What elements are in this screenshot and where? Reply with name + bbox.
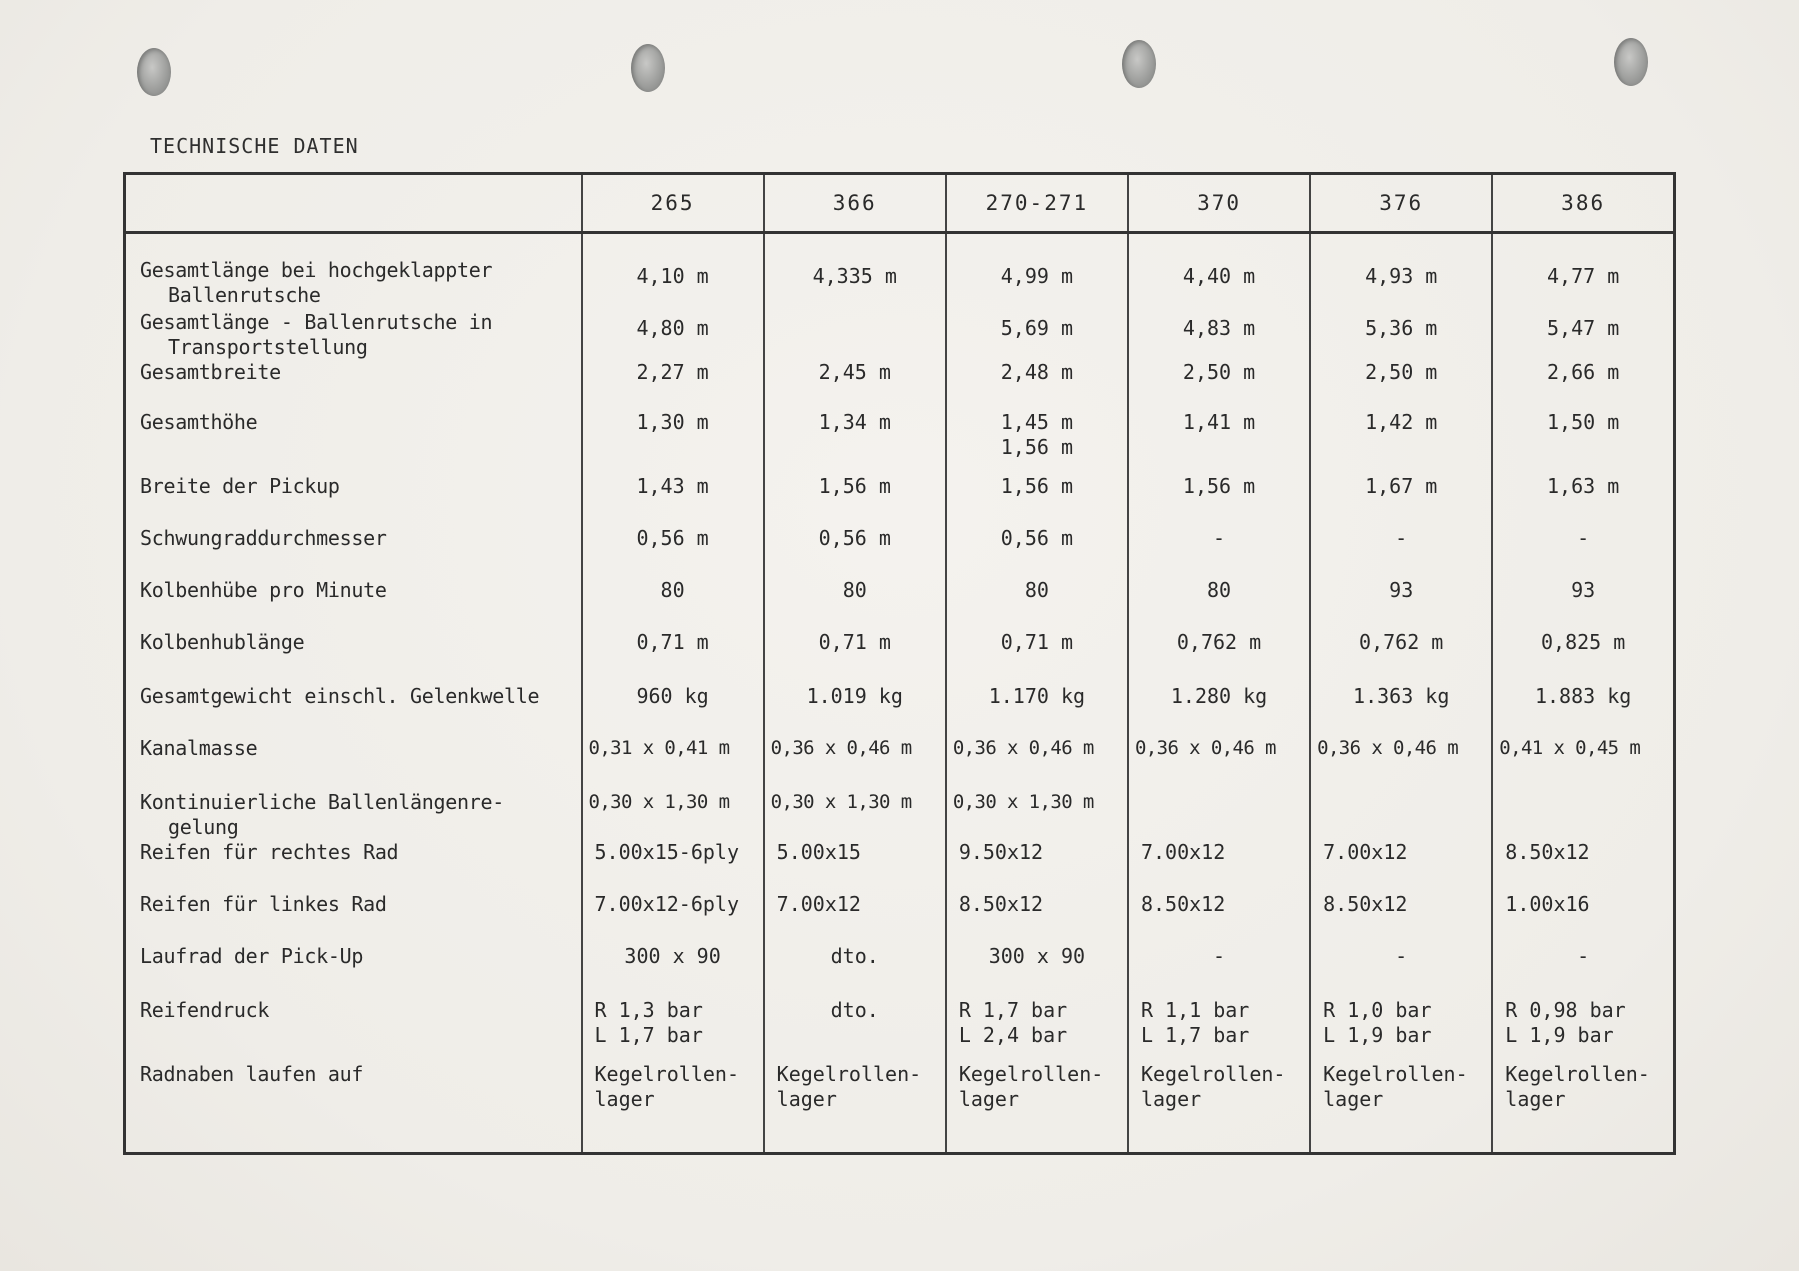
value-cell: Kegelrollen- bbox=[1140, 1062, 1286, 1086]
value-cell: 1,63 m bbox=[1547, 474, 1620, 498]
value-cell: 1,56 m bbox=[1000, 435, 1074, 459]
value-cell: 1.170 kg bbox=[988, 684, 1086, 708]
value-cell: 80 bbox=[1024, 578, 1049, 602]
value-cell: 1,50 m bbox=[1547, 410, 1620, 434]
value-cell: - bbox=[1577, 944, 1590, 968]
value-cell: 93 bbox=[1389, 578, 1414, 602]
value-cell: 4,83 m bbox=[1182, 316, 1256, 340]
value-cell: 1,67 m bbox=[1365, 474, 1438, 498]
row-label: Gesamtbreite bbox=[140, 360, 281, 384]
value-cell: - bbox=[1213, 944, 1226, 968]
value-cell: 0,30 x 1,30 m bbox=[770, 791, 912, 813]
row-label: Kanalmasse bbox=[140, 736, 258, 760]
value-cell: 0,41 x 0,45 m bbox=[1499, 737, 1641, 759]
value-cell: 8.50x12 bbox=[1140, 892, 1226, 916]
value-cell: 0,36 x 0,46 m bbox=[952, 737, 1094, 759]
row-label: gelung bbox=[168, 815, 239, 839]
model-header: 386 bbox=[1492, 174, 1674, 233]
value-cell: dto. bbox=[830, 998, 879, 1022]
value-cell: R 1,7 bar bbox=[958, 998, 1068, 1022]
value-cell: 80 bbox=[660, 578, 685, 602]
value-cell: 1.363 kg bbox=[1353, 684, 1450, 708]
row-label: Schwungraddurchmesser bbox=[140, 526, 387, 550]
row-label: Breite der Pickup bbox=[140, 474, 340, 498]
value-cell: 0,36 x 0,46 m bbox=[1134, 737, 1276, 759]
model-column bbox=[1310, 233, 1492, 1154]
value-cell: 0,71 m bbox=[636, 630, 709, 654]
row-label: Radnaben laufen auf bbox=[140, 1062, 364, 1086]
technical-data-table bbox=[123, 172, 1676, 1155]
value-cell: Kegelrollen- bbox=[1323, 1062, 1468, 1086]
value-cell: 4,77 m bbox=[1547, 264, 1620, 288]
value-cell: 0,56 m bbox=[818, 526, 891, 550]
value-cell: 5,69 m bbox=[1000, 316, 1074, 340]
value-cell: L 1,7 bar bbox=[594, 1023, 703, 1047]
value-cell: 5,36 m bbox=[1365, 316, 1438, 340]
value-cell: 0,825 m bbox=[1540, 630, 1626, 654]
row-label: Gesamtlänge bei hochgeklappter bbox=[140, 258, 493, 282]
row-label: Transportstellung bbox=[168, 335, 368, 359]
value-cell: 4,10 m bbox=[636, 264, 709, 288]
value-cell: 2,50 m bbox=[1182, 360, 1256, 384]
value-cell: L 1,7 bar bbox=[1140, 1023, 1250, 1047]
value-cell: 1,34 m bbox=[818, 410, 891, 434]
value-cell: L 1,9 bar bbox=[1323, 1023, 1432, 1047]
value-cell: 960 kg bbox=[636, 684, 709, 708]
value-cell: 1,43 m bbox=[636, 474, 709, 498]
value-cell: 0,71 m bbox=[818, 630, 891, 654]
row-label: Kontinuierliche Ballenlängenre- bbox=[140, 790, 504, 814]
model-column bbox=[1128, 233, 1310, 1154]
value-cell: R 1,0 bar bbox=[1323, 998, 1432, 1022]
value-cell: 93 bbox=[1571, 578, 1596, 602]
value-cell: dto. bbox=[830, 944, 879, 968]
row-label: Reifen für rechtes Rad bbox=[140, 840, 399, 864]
document-title: TECHNISCHE DATEN bbox=[150, 134, 359, 158]
value-cell: lager bbox=[594, 1087, 655, 1111]
value-cell: - bbox=[1577, 526, 1590, 550]
value-cell: 0,762 m bbox=[1359, 630, 1444, 654]
value-cell: 4,40 m bbox=[1182, 264, 1256, 288]
model-header: 376 bbox=[1310, 174, 1492, 233]
value-cell: lager bbox=[1505, 1087, 1566, 1111]
value-cell: 0,36 x 0,46 m bbox=[770, 737, 912, 759]
value-cell: 80 bbox=[842, 578, 867, 602]
row-label: Laufrad der Pick-Up bbox=[140, 944, 364, 968]
model-column bbox=[764, 233, 946, 1154]
value-cell: Kegelrollen- bbox=[594, 1062, 739, 1086]
value-cell: 1,30 m bbox=[636, 410, 709, 434]
value-cell: R 1,3 bar bbox=[594, 998, 703, 1022]
table-body-row bbox=[125, 233, 1675, 1154]
value-cell: 4,335 m bbox=[812, 264, 897, 288]
table-header-row bbox=[125, 174, 1675, 233]
model-header: 366 bbox=[764, 174, 946, 233]
model-header: 265 bbox=[582, 174, 764, 233]
model-column bbox=[582, 233, 764, 1154]
value-cell: - bbox=[1395, 526, 1408, 550]
value-cell: 1,56 m bbox=[1182, 474, 1256, 498]
value-cell: L 1,9 bar bbox=[1505, 1023, 1614, 1047]
row-label: Reifendruck bbox=[140, 998, 270, 1022]
row-label: Gesamtgewicht einschl. Gelenkwelle bbox=[140, 684, 540, 708]
value-cell: 0,30 x 1,30 m bbox=[952, 791, 1094, 813]
value-cell: 1.883 kg bbox=[1534, 684, 1632, 708]
value-cell: 5,47 m bbox=[1547, 316, 1620, 340]
value-cell: 300 x 90 bbox=[624, 944, 721, 968]
punch-hole bbox=[631, 44, 665, 92]
value-cell: 1,42 m bbox=[1365, 410, 1438, 434]
value-cell: 0,56 m bbox=[1000, 526, 1074, 550]
value-cell: 7.00x12 bbox=[776, 892, 861, 916]
value-cell: 300 x 90 bbox=[988, 944, 1086, 968]
value-cell: 5.00x15 bbox=[776, 840, 861, 864]
value-cell: R 1,1 bar bbox=[1140, 998, 1250, 1022]
value-cell: 2,45 m bbox=[818, 360, 891, 384]
punch-hole bbox=[1614, 38, 1648, 86]
punch-hole bbox=[137, 48, 171, 96]
row-label: Kolbenhublänge bbox=[140, 630, 305, 654]
value-cell: 0,31 x 0,41 m bbox=[588, 737, 730, 759]
model-header: 370 bbox=[1128, 174, 1310, 233]
value-cell: 1,41 m bbox=[1182, 410, 1256, 434]
value-cell: 7.00x12-6ply bbox=[594, 892, 739, 916]
value-cell: 1,56 m bbox=[818, 474, 891, 498]
model-column bbox=[1492, 233, 1674, 1154]
row-label: Ballenrutsche bbox=[168, 283, 321, 307]
value-cell: Kegelrollen- bbox=[776, 1062, 922, 1086]
value-cell: 0,71 m bbox=[1000, 630, 1074, 654]
model-header: 270-271 bbox=[946, 174, 1128, 233]
value-cell: 1,45 m bbox=[1000, 410, 1074, 434]
value-cell: 8.50x12 bbox=[1505, 840, 1590, 864]
value-cell: 1.00x16 bbox=[1505, 892, 1590, 916]
value-cell: 5.00x15-6ply bbox=[594, 840, 739, 864]
value-cell: 7.00x12 bbox=[1323, 840, 1408, 864]
value-cell: Kegelrollen- bbox=[958, 1062, 1104, 1086]
value-cell: - bbox=[1395, 944, 1408, 968]
label-column bbox=[125, 233, 582, 1154]
row-label: Gesamtlänge - Ballenrutsche in bbox=[140, 310, 493, 334]
value-cell: lager bbox=[958, 1087, 1020, 1111]
row-label: Reifen für linkes Rad bbox=[140, 892, 387, 916]
punch-hole bbox=[1122, 40, 1156, 88]
model-column bbox=[946, 233, 1128, 1154]
value-cell: 1.019 kg bbox=[806, 684, 903, 708]
value-cell: 4,80 m bbox=[636, 316, 709, 340]
value-cell: 1,56 m bbox=[1000, 474, 1074, 498]
value-cell: 0,56 m bbox=[636, 526, 709, 550]
value-cell: 2,48 m bbox=[1000, 360, 1074, 384]
value-cell: 2,66 m bbox=[1547, 360, 1620, 384]
value-cell: 2,27 m bbox=[636, 360, 709, 384]
value-cell: 1.280 kg bbox=[1170, 684, 1268, 708]
value-cell: 8.50x12 bbox=[1323, 892, 1408, 916]
header-label-cell bbox=[125, 174, 582, 233]
row-label: Gesamthöhe bbox=[140, 410, 258, 434]
value-cell: - bbox=[1213, 526, 1226, 550]
value-cell: lager bbox=[1140, 1087, 1202, 1111]
value-cell: lager bbox=[1323, 1087, 1384, 1111]
value-cell: 4,99 m bbox=[1000, 264, 1074, 288]
value-cell: 0,30 x 1,30 m bbox=[588, 791, 730, 813]
row-label: Kolbenhübe pro Minute bbox=[140, 578, 387, 602]
value-cell: 7.00x12 bbox=[1140, 840, 1226, 864]
value-cell: 80 bbox=[1207, 578, 1232, 602]
value-cell: Kegelrollen- bbox=[1505, 1062, 1650, 1086]
value-cell: 0,36 x 0,46 m bbox=[1317, 737, 1459, 759]
value-cell: L 2,4 bar bbox=[958, 1023, 1068, 1047]
value-cell: 2,50 m bbox=[1365, 360, 1438, 384]
value-cell: R 0,98 bar bbox=[1505, 998, 1626, 1022]
value-cell: 0,762 m bbox=[1176, 630, 1262, 654]
value-cell: lager bbox=[776, 1087, 837, 1111]
value-cell: 8.50x12 bbox=[958, 892, 1044, 916]
value-cell: 4,93 m bbox=[1365, 264, 1438, 288]
value-cell: 9.50x12 bbox=[958, 840, 1044, 864]
